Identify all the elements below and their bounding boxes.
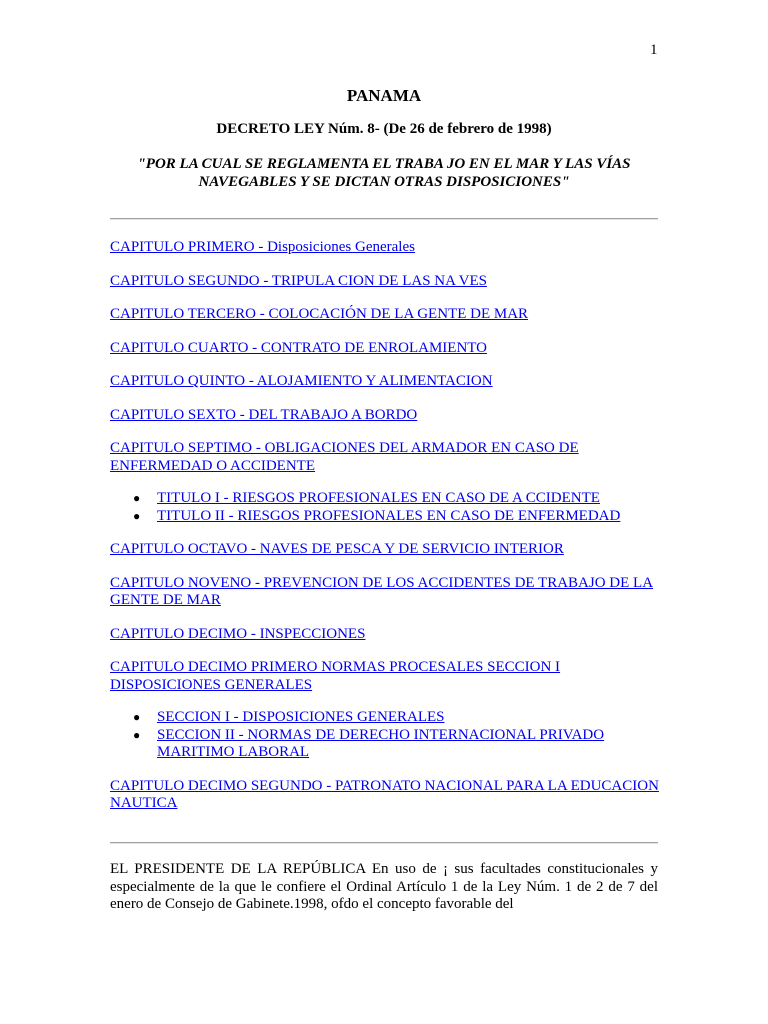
bullet-icon: ● xyxy=(133,491,141,505)
list-item xyxy=(133,490,660,508)
chapter-10-link[interactable]: CAPITULO DECIMO - INSPECCIONES xyxy=(110,625,366,642)
toc-item xyxy=(110,440,660,475)
horizontal-rule xyxy=(110,218,658,220)
page-number: 1 xyxy=(650,42,658,58)
toc-item xyxy=(110,306,660,324)
chapter-7-link[interactable]: CAPITULO SEPTIMO - OBLIGACIONES DEL ARMADOR EN CASO DE ENFERMEDAD O ACCIDENTE xyxy=(110,440,579,474)
toc-item xyxy=(110,239,660,257)
body-paragraph: EL PRESIDENTE DE LA REPÚBLICA En uso de ¡ sus facultades constitucionales y especialmente de la que le confiere el Ordinal Artículo 1 de la Ley Núm. 1 de 2 de 7 del enero de Consejo de Gabinete.1998, ofdo el concepto favorable del xyxy=(110,861,658,912)
list-item xyxy=(133,726,660,762)
chapter-9-link[interactable]: CAPITULO NOVENO - PREVENCION DE LOS ACCIDENTES DE TRABAJO DE LA GENTE DE MAR xyxy=(110,574,654,608)
toc-item xyxy=(110,373,660,391)
chapter-8-link[interactable]: CAPITULO OCTAVO - NAVES DE PESCA Y DE SERVICIO INTERIOR xyxy=(110,541,564,557)
seccion-2-link[interactable]: SECCION II - NORMAS DE DERECHO INTERNACIONAL PRIVADO MARITIMO LABORAL xyxy=(157,726,605,760)
chapter-12-link[interactable]: CAPITULO DECIMO SEGUNDO - PATRONATO NACIONAL PARA LA EDUCACION NAUTICA xyxy=(110,777,659,811)
chapter-11-sublist xyxy=(110,709,660,762)
titulo-1-link[interactable]: TITULO I - RIESGOS PROFESIONALES EN CASO DE A CCIDENTE xyxy=(157,490,600,506)
chapter-1-link[interactable]: CAPITULO PRIMERO - Disposiciones Generales xyxy=(110,239,415,255)
bullet-icon: ● xyxy=(133,727,141,742)
list-item xyxy=(133,709,660,727)
bullet-icon: ● xyxy=(133,710,141,724)
chapter-2-link[interactable]: CAPITULO SEGUNDO - TRIPULA CION DE LAS NA VES xyxy=(110,272,487,289)
list-item xyxy=(133,507,660,526)
page-title: PANAMA xyxy=(346,86,422,105)
toc-item xyxy=(110,778,660,813)
toc-item xyxy=(110,575,660,610)
toc-item xyxy=(110,626,660,644)
titulo-2-link[interactable]: TITULO II - RIESGOS PROFESIONALES EN CASO DE ENFERMEDAD xyxy=(157,507,621,524)
chapter-5-link[interactable]: CAPITULO QUINTO - ALOJAMIENTO Y ALIMENTACION xyxy=(110,373,493,389)
chapter-4-link[interactable]: CAPITULO CUARTO - CONTRATO DE ENROLAMIENTO xyxy=(110,339,488,356)
decree-subtitle: "POR LA CUAL SE REGLAMENTA EL TRABA JO EN EL MAR Y LAS VÍAS NAVEGABLES Y SE DICTAN OTRAS DISPOSICIONES" xyxy=(137,156,631,190)
chapter-3-link[interactable]: CAPITULO TERCERO - COLOCACIÓN DE LA GENTE DE MAR xyxy=(110,306,529,322)
seccion-1-link[interactable]: SECCION I - DISPOSICIONES GENERALES xyxy=(157,709,445,725)
toc-item xyxy=(110,273,660,291)
table-of-contents xyxy=(110,239,660,829)
toc-item xyxy=(110,407,660,425)
chapter-11-link[interactable]: CAPITULO DECIMO PRIMERO NORMAS PROCESALES SECCION I DISPOSICIONES GENERALES xyxy=(110,659,561,693)
toc-item xyxy=(110,541,660,559)
decree-heading: DECRETO LEY Núm. 8- (De 26 de febrero de 1998) xyxy=(216,121,552,137)
horizontal-rule xyxy=(110,842,658,844)
chapter-6-link[interactable]: CAPITULO SEXTO - DEL TRABAJO A BORDO xyxy=(110,406,418,423)
bullet-icon: ● xyxy=(133,508,141,523)
toc-item xyxy=(110,659,660,694)
toc-item xyxy=(110,340,660,358)
chapter-7-sublist xyxy=(110,490,660,525)
